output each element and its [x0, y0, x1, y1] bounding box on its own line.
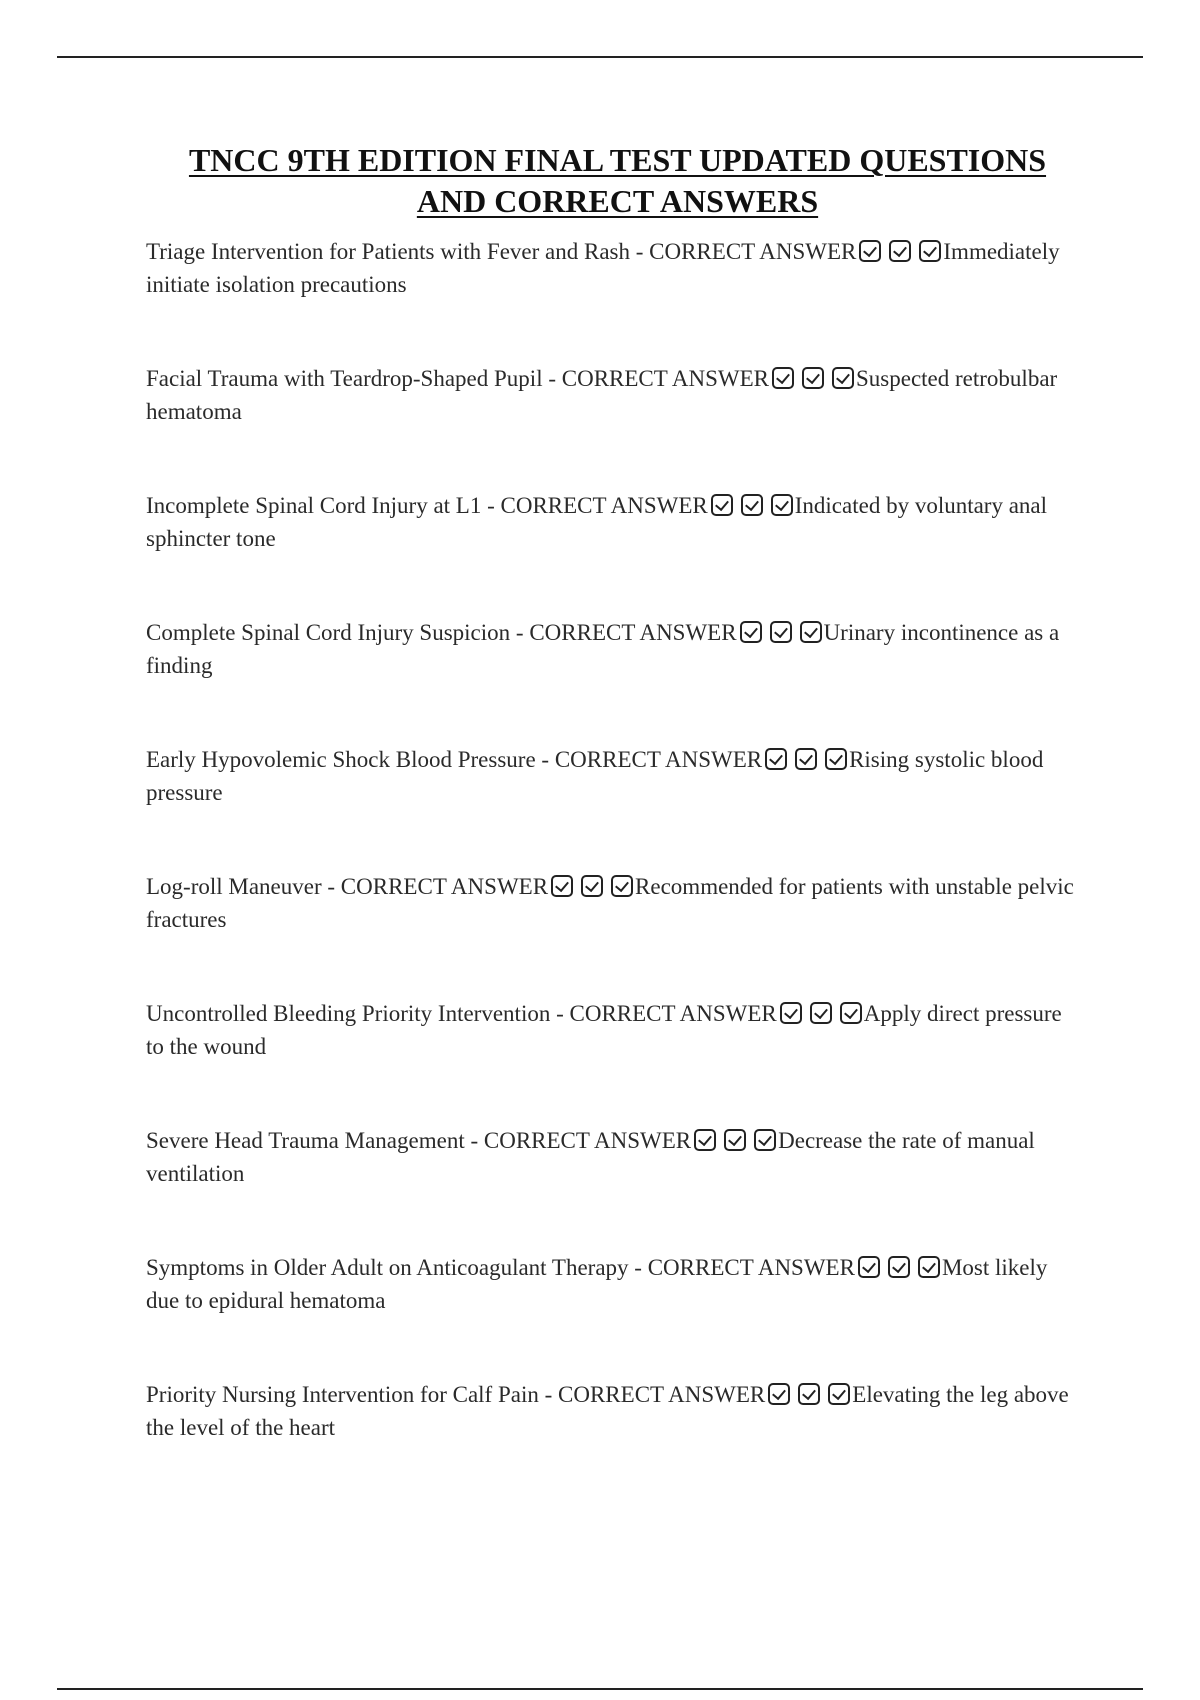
checkbox-checked-icon — [889, 240, 911, 262]
checkbox-checked-icon — [919, 240, 941, 262]
document-title — [145, 140, 1090, 222]
answer-separator: - CORRECT ANSWER — [542, 366, 769, 391]
qa-item — [146, 871, 1081, 936]
qa-item — [146, 1252, 1081, 1317]
check-marks — [548, 874, 635, 899]
checkbox-checked-icon — [798, 1383, 820, 1405]
check-marks — [856, 239, 943, 264]
checkbox-checked-icon — [840, 1002, 862, 1024]
question-text: Log-roll Maneuver — [146, 874, 322, 899]
checkbox-checked-icon — [711, 494, 733, 516]
checkbox-checked-icon — [694, 1129, 716, 1151]
qa-item — [146, 1125, 1081, 1190]
checkbox-checked-icon — [825, 748, 847, 770]
question-text: Early Hypovolemic Shock Blood Pressure — [146, 747, 536, 772]
qa-list — [146, 236, 1081, 1506]
checkbox-checked-icon — [611, 875, 633, 897]
answer-text: Rising systolic blood pressure — [146, 747, 1044, 805]
answer-text: Apply direct pressure to the wound — [146, 1001, 1062, 1059]
check-marks — [762, 747, 849, 772]
question-text: Incomplete Spinal Cord Injury at L1 — [146, 493, 482, 518]
question-text: Uncontrolled Bleeding Priority Intervention — [146, 1001, 551, 1026]
question-text: Severe Head Trauma Management — [146, 1128, 465, 1153]
question-text: Symptoms in Older Adult on Anticoagulant Therapy — [146, 1255, 629, 1280]
question-text: Priority Nursing Intervention for Calf Pain — [146, 1382, 539, 1407]
qa-item — [146, 617, 1081, 682]
answer-separator: - CORRECT ANSWER — [535, 747, 763, 772]
checkbox-checked-icon — [780, 1002, 802, 1024]
check-marks — [765, 1382, 852, 1407]
checkbox-checked-icon — [828, 1383, 850, 1405]
checkbox-checked-icon — [800, 621, 822, 643]
checkbox-checked-icon — [918, 1256, 940, 1278]
checkbox-checked-icon — [741, 494, 763, 516]
qa-item — [146, 1379, 1081, 1444]
checkbox-checked-icon — [888, 1256, 910, 1278]
answer-text: Decrease the rate of manual ventilation — [146, 1128, 1035, 1186]
checkbox-checked-icon — [754, 1129, 776, 1151]
qa-item — [146, 490, 1081, 555]
qa-item — [146, 236, 1081, 301]
check-marks — [855, 1255, 942, 1280]
check-marks — [708, 493, 795, 518]
checkbox-checked-icon — [802, 367, 824, 389]
answer-separator: - CORRECT ANSWER — [628, 1255, 855, 1280]
answer-text: Elevating the leg above the level of the heart — [146, 1382, 1069, 1440]
answer-text: Indicated by voluntary anal sphincter tone — [146, 493, 1048, 551]
checkbox-checked-icon — [770, 621, 792, 643]
answer-text: Most likely due to epidural hematoma — [146, 1255, 1048, 1313]
answer-separator: - CORRECT ANSWER — [481, 493, 708, 518]
checkbox-checked-icon — [551, 875, 573, 897]
answer-separator: - CORRECT ANSWER — [510, 620, 737, 645]
checkbox-checked-icon — [768, 1383, 790, 1405]
check-marks — [737, 620, 824, 645]
header-rule — [57, 56, 1143, 58]
title-line-2: AND CORRECT ANSWERS — [416, 183, 819, 219]
checkbox-checked-icon — [772, 367, 794, 389]
check-marks — [691, 1128, 778, 1153]
answer-text: Recommended for patients with unstable pelvic fractures — [146, 874, 1074, 932]
checkbox-checked-icon — [765, 748, 787, 770]
checkbox-checked-icon — [771, 494, 793, 516]
title-line-1: TNCC 9TH EDITION FINAL TEST UPDATED QUESTIONS — [188, 142, 1047, 178]
qa-item — [146, 744, 1081, 809]
qa-item — [146, 998, 1081, 1063]
check-marks — [777, 1001, 864, 1026]
checkbox-checked-icon — [724, 1129, 746, 1151]
answer-separator: - CORRECT ANSWER — [629, 239, 857, 264]
checkbox-checked-icon — [810, 1002, 832, 1024]
answer-text: Immediately initiate isolation precautions — [146, 239, 1060, 297]
checkbox-checked-icon — [832, 367, 854, 389]
question-text: Triage Intervention for Patients with Fever and Rash — [146, 239, 630, 264]
footer-rule — [57, 1688, 1143, 1690]
checkbox-checked-icon — [859, 240, 881, 262]
answer-text: Urinary incontinence as a finding — [146, 620, 1060, 678]
question-text: Facial Trauma with Teardrop-Shaped Pupil — [146, 366, 543, 391]
qa-item — [146, 363, 1081, 428]
checkbox-checked-icon — [858, 1256, 880, 1278]
checkbox-checked-icon — [740, 621, 762, 643]
answer-separator: - CORRECT ANSWER — [464, 1128, 692, 1153]
answer-separator: - CORRECT ANSWER — [321, 874, 549, 899]
answer-text: Suspected retrobulbar hematoma — [146, 366, 1058, 424]
checkbox-checked-icon — [581, 875, 603, 897]
answer-separator: - CORRECT ANSWER — [550, 1001, 777, 1026]
check-marks — [769, 366, 856, 391]
question-text: Complete Spinal Cord Injury Suspicion — [146, 620, 511, 645]
answer-separator: - CORRECT ANSWER — [538, 1382, 766, 1407]
checkbox-checked-icon — [795, 748, 817, 770]
